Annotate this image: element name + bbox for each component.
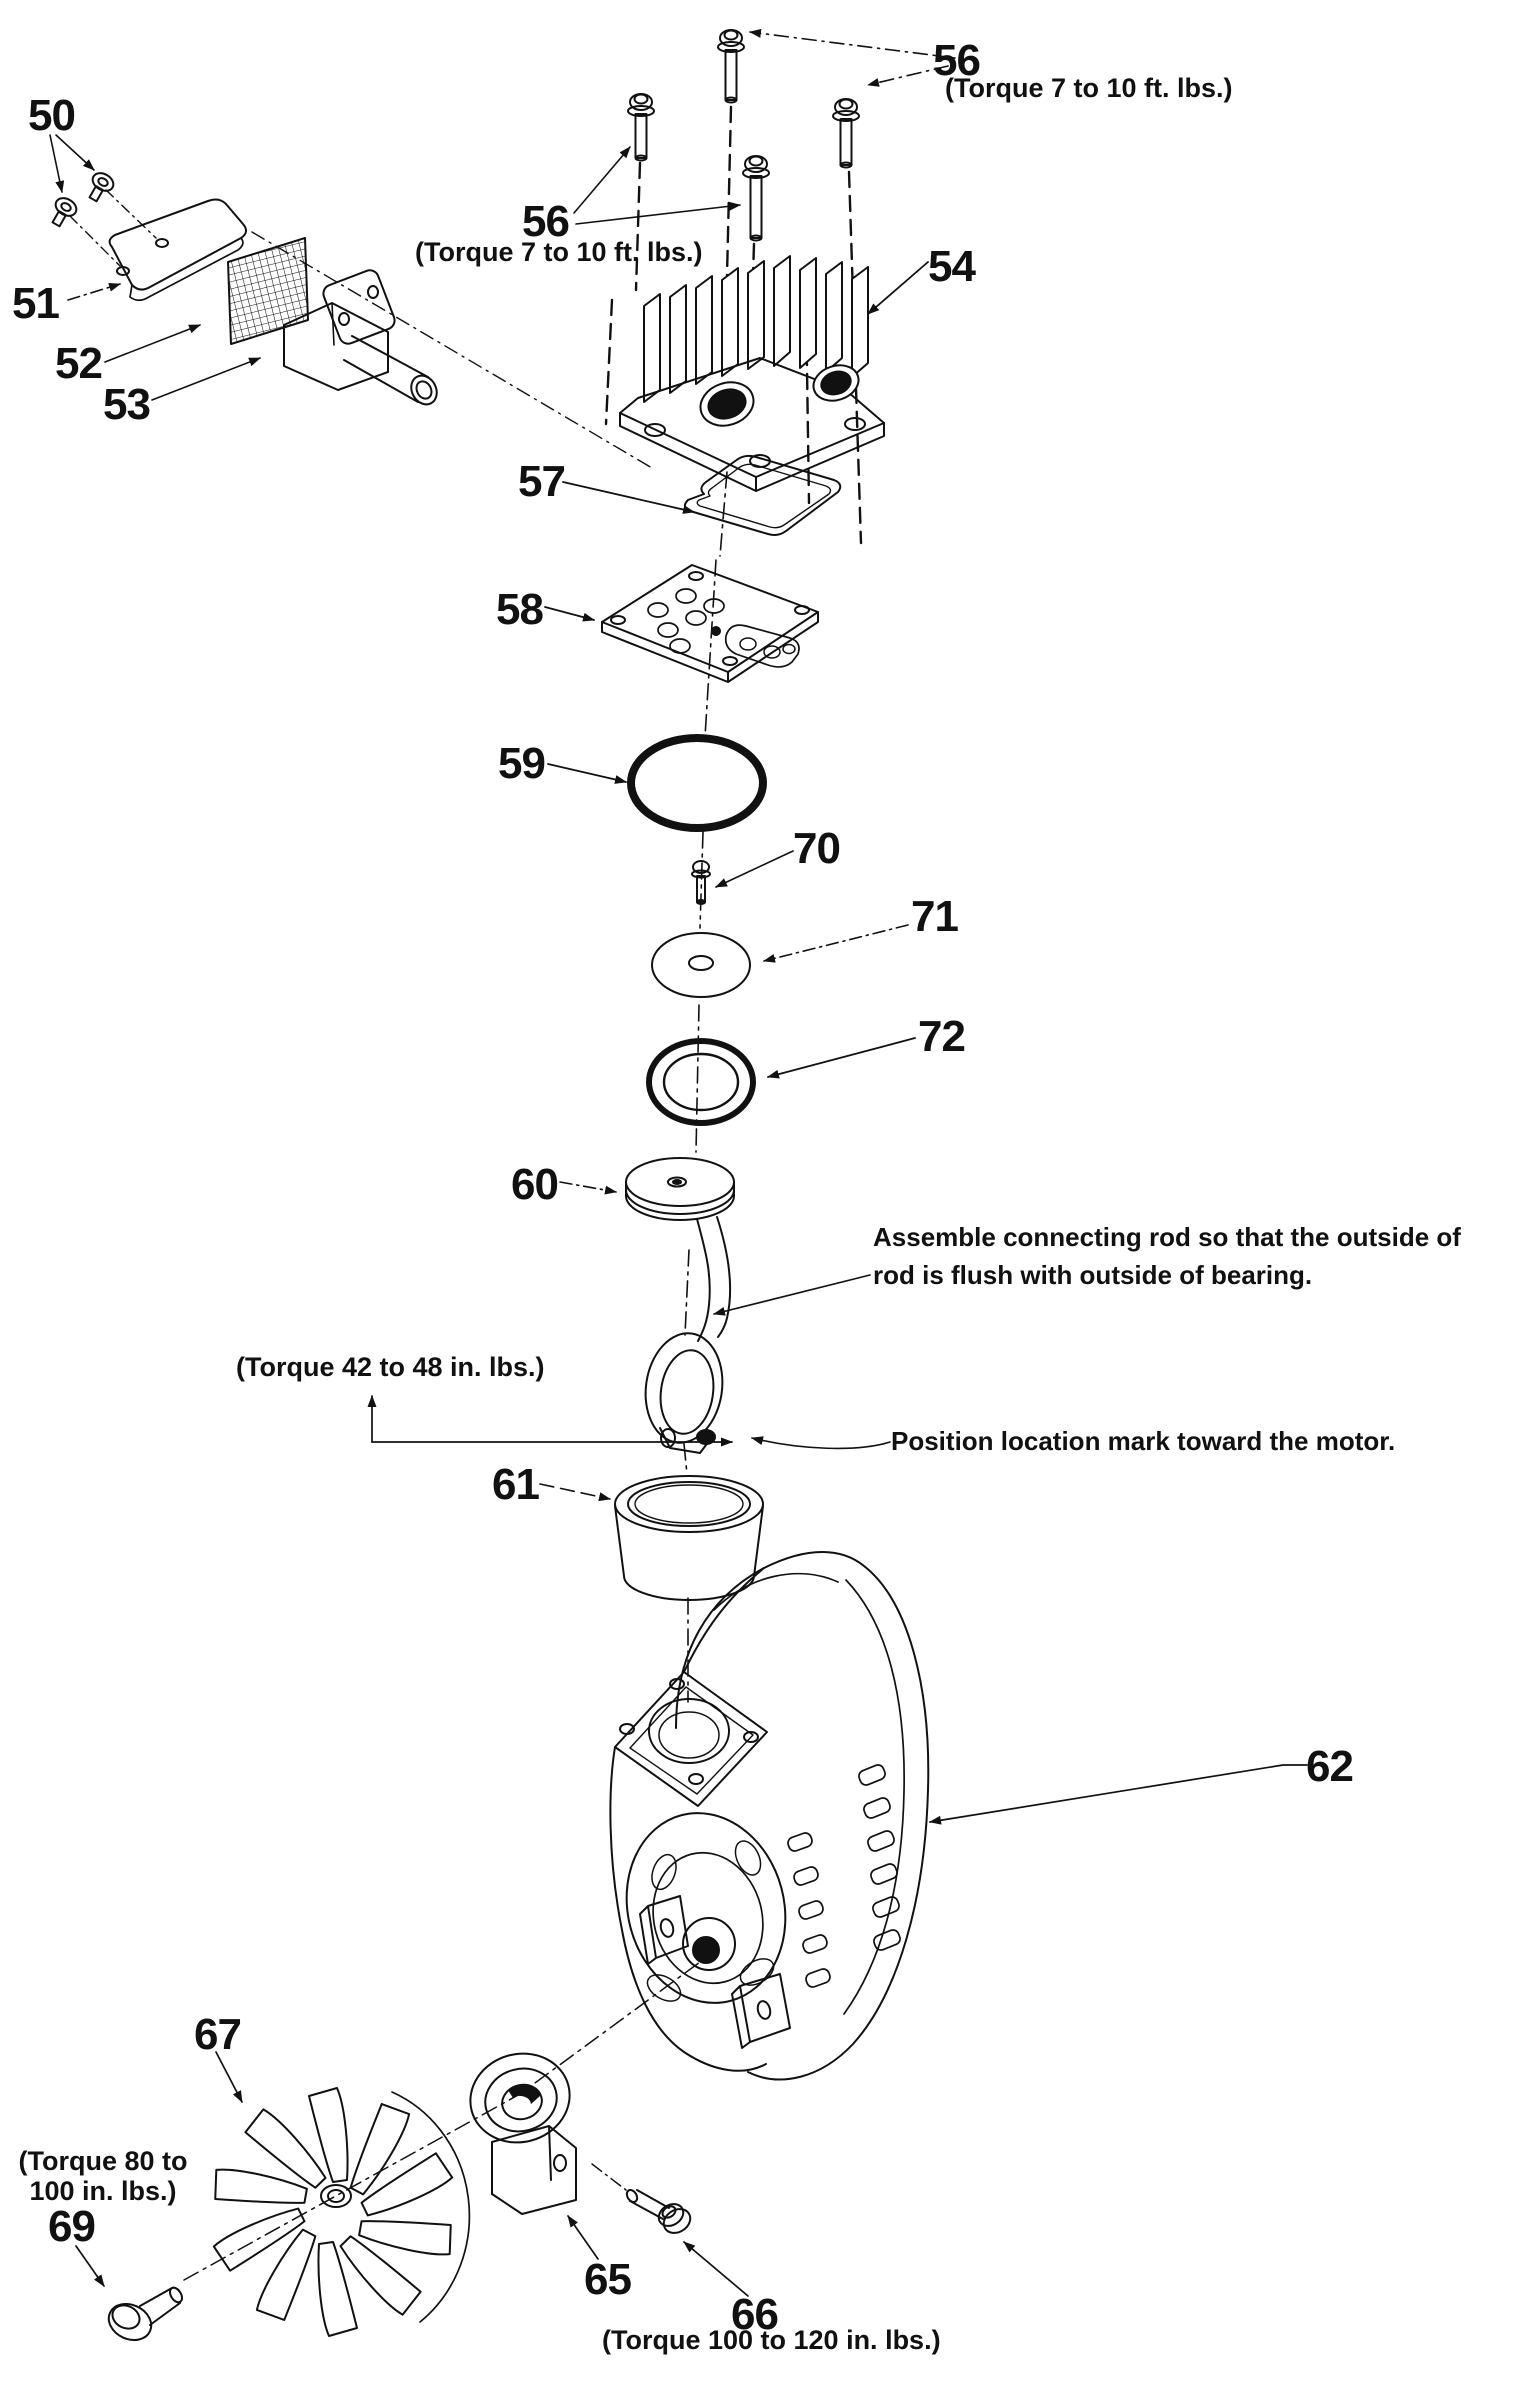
callout-57: 57 bbox=[518, 457, 565, 506]
callout-54: 54 bbox=[928, 242, 975, 291]
callout-65: 65 bbox=[584, 2255, 631, 2304]
callout-60: 60 bbox=[511, 1160, 558, 1209]
part-50-screws bbox=[46, 135, 116, 230]
rod-assembly-note-line2: rod is flush with outside of bearing. bbox=[873, 1260, 1313, 1290]
part-71-valve-disc bbox=[652, 925, 908, 997]
part-70-valve-screw bbox=[692, 851, 793, 904]
callout-56-side: 56 bbox=[522, 197, 569, 246]
callout-61: 61 bbox=[492, 1460, 539, 1509]
callout-70: 70 bbox=[793, 824, 840, 873]
part-62-motor bbox=[606, 1552, 1307, 2079]
rod-torque-note: (Torque 42 to 48 in. lbs.) bbox=[236, 1352, 545, 1382]
rod-assembly-note bbox=[873, 1218, 1461, 1294]
callout-56-side-torque: (Torque 7 to 10 ft. lbs.) bbox=[415, 237, 703, 267]
part-72-o-ring-small bbox=[649, 1038, 915, 1123]
part-51-intake-pad bbox=[68, 200, 246, 301]
callout-51: 51 bbox=[12, 279, 59, 328]
position-mark-note: Position location mark toward the motor. bbox=[891, 1426, 1396, 1456]
part-61-cylinder-sleeve bbox=[540, 1476, 763, 1600]
callout-56-top: 56 bbox=[933, 36, 980, 85]
callout-67: 67 bbox=[194, 2010, 241, 2059]
part-59-o-ring bbox=[548, 738, 763, 828]
callout-62: 62 bbox=[1306, 1742, 1353, 1791]
callout-53: 53 bbox=[103, 380, 150, 429]
fan-torque-note bbox=[8, 2147, 198, 2206]
callout-58: 58 bbox=[496, 585, 543, 634]
rod-torque-callout-lines bbox=[372, 1396, 732, 1442]
callout-50: 50 bbox=[28, 91, 75, 140]
callout-66: 66 bbox=[731, 2290, 778, 2339]
position-note-leader bbox=[752, 1438, 890, 1448]
callout-52: 52 bbox=[55, 339, 102, 388]
eccentric-torque-note: (Torque 100 to 120 in. lbs.) bbox=[602, 2325, 941, 2355]
callout-59: 59 bbox=[498, 739, 545, 788]
part-60-piston-rod-assembly bbox=[560, 1158, 734, 1453]
part-58-valve-plate bbox=[545, 565, 818, 682]
rod-assembly-note-line1: Assemble connecting rod so that the outside of bbox=[873, 1222, 1461, 1252]
rod-note-leader bbox=[714, 1275, 870, 1314]
part-57-head-gasket bbox=[563, 456, 840, 535]
callout-56-top-torque: (Torque 7 to 10 ft. lbs.) bbox=[945, 73, 1233, 103]
part-65-eccentric-bearing bbox=[460, 2043, 598, 2259]
callout-72: 72 bbox=[918, 1012, 965, 1061]
callout-71: 71 bbox=[911, 892, 958, 941]
fan-torque-note-line1: (Torque 80 to bbox=[18, 2146, 188, 2176]
fan-torque-note-line2: 100 in. lbs.) bbox=[29, 2175, 177, 2206]
callout-69: 69 bbox=[48, 2202, 95, 2251]
part-54-cylinder-head bbox=[620, 256, 928, 491]
